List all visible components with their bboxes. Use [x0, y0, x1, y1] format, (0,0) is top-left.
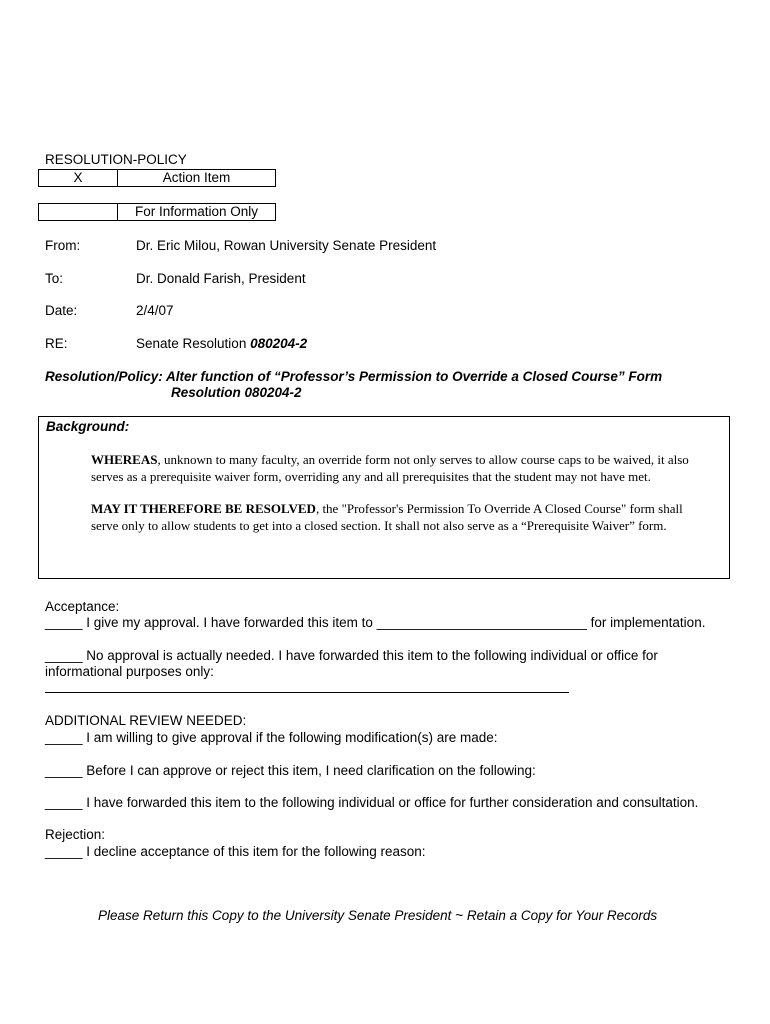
to-label: To: — [45, 271, 64, 286]
document-type-heading: RESOLUTION-POLICY — [45, 152, 187, 167]
resolution-title-line2: Resolution 080204-2 — [171, 385, 302, 400]
resolution-title-line1: Resolution/Policy: Alter function of “Professor’s Permission to Override a Closed Course” Form — [45, 369, 663, 384]
from-value: Dr. Eric Milou, Rowan University Senate President — [136, 238, 437, 253]
re-number: 080204-2 — [250, 336, 308, 351]
background-box — [38, 416, 730, 579]
re-value — [136, 336, 307, 351]
action-item-checkbox[interactable]: X — [39, 170, 118, 187]
resolved-paragraph — [91, 500, 711, 534]
acceptance-item-no-approval-line2: informational purposes only: — [45, 664, 214, 679]
resolved-lead: MAY IT THEREFORE BE RESOLVED — [91, 501, 316, 516]
re-label: RE: — [45, 336, 68, 351]
additional-review-heading: ADDITIONAL REVIEW NEEDED: — [45, 713, 247, 728]
re-text: Senate Resolution — [136, 336, 251, 351]
date-value: 2/4/07 — [136, 303, 174, 318]
acceptance-item-approve[interactable]: _____ I give my approval. I have forwarded this item to ____________________________ for implementation. — [45, 615, 706, 630]
whereas-text: , unknown to many faculty, an override form not only serves to allow course caps to be waived, it also serves as a prerequisite waiver form, overriding any and all prerequisites that the student may not have met. — [91, 452, 689, 484]
acceptance-item-no-approval-line1[interactable]: _____ No approval is actually needed. I have forwarded this item to the following individual or office for — [45, 648, 658, 663]
acceptance-heading: Acceptance: — [45, 599, 120, 614]
information-only-label: For Information Only — [118, 204, 276, 221]
information-only-checkbox[interactable] — [39, 204, 118, 221]
footer-note: Please Return this Copy to the University Senate President ~ Retain a Copy for Your Records — [98, 908, 658, 923]
rejection-heading: Rejection: — [45, 827, 106, 842]
additional-item-modifications[interactable]: _____ I am willing to give approval if the following modification(s) are made: — [45, 730, 498, 745]
resolved-text: , the "Professor's Permission To Override A Closed Course" form shall serve only to allow students to get into a closed section. It shall not also serve as a “Prerequisite Waiver” form. — [91, 501, 683, 533]
whereas-lead: WHEREAS — [91, 452, 158, 467]
whereas-paragraph — [91, 451, 711, 485]
to-value: Dr. Donald Farish, President — [136, 271, 306, 286]
action-item-table — [38, 169, 276, 187]
background-heading: Background: — [46, 419, 130, 434]
additional-item-forwarded[interactable]: _____ I have forwarded this item to the following individual or office for further consideration and consultation. — [45, 795, 699, 810]
information-only-table — [38, 203, 276, 221]
from-label: From: — [45, 238, 81, 253]
rejection-item-decline[interactable]: _____ I decline acceptance of this item for the following reason: — [45, 844, 426, 859]
action-item-label: Action Item — [118, 170, 276, 187]
additional-item-clarification[interactable]: _____ Before I can approve or reject this item, I need clarification on the following: — [45, 763, 536, 778]
date-label: Date: — [45, 303, 78, 318]
informational-recipient-line[interactable] — [45, 692, 569, 693]
